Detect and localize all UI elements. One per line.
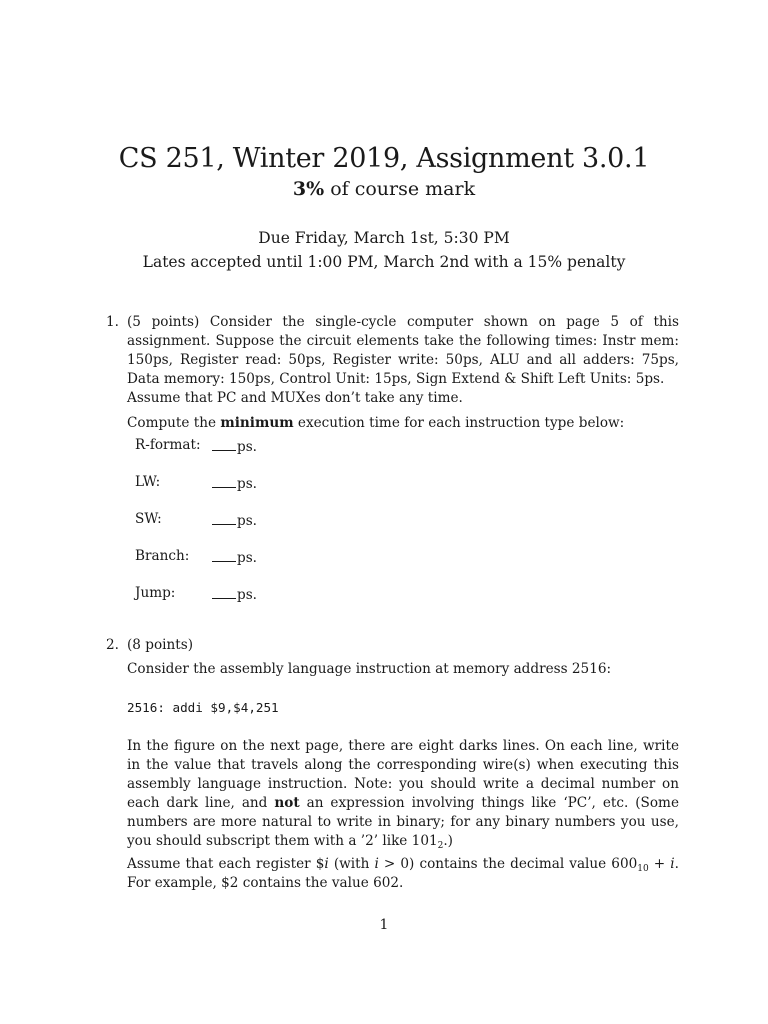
answer-unit: ps. (237, 550, 257, 566)
compute-text-pre: Compute the (127, 415, 221, 431)
figure-text-end: .) (443, 833, 453, 849)
question-2-number: 2. (106, 637, 119, 653)
page-title: CS 251, Winter 2019, Assignment 3.0.1 (118, 143, 650, 174)
answer-label: R-format: (135, 437, 201, 453)
answer-blank[interactable] (212, 548, 257, 566)
figure-instructions-text (127, 737, 679, 851)
question-2-points: (8 points) (127, 637, 194, 653)
page-number: 1 (379, 917, 389, 933)
answer-blank[interactable] (212, 474, 257, 492)
assume-text-5: . For example, $2 contains the value 602. (127, 856, 679, 891)
question-1-compute (127, 414, 679, 433)
question-2-figure-instructions (107, 737, 679, 893)
answer-label: LW: (135, 474, 161, 490)
assume-text-2: (with (328, 856, 375, 872)
answer-unit: ps. (237, 439, 257, 455)
assume-var-i: i (324, 856, 329, 872)
register-assumption-text (127, 855, 679, 893)
answer-blank[interactable] (212, 585, 257, 603)
figure-text-bold: not (274, 795, 300, 811)
question-1-number: 1. (106, 314, 119, 330)
compute-text-post: execution time for each instruction type below: (293, 415, 625, 431)
question-2 (107, 636, 679, 679)
subtitle-text: of course mark (324, 178, 476, 200)
answer-blank[interactable] (212, 511, 257, 529)
answer-unit: ps. (237, 513, 257, 529)
question-1-intro: (5 points) Consider the single-cycle computer shown on page 5 of this assignment. Suppose the circuit elements take the following times: Instr mem: 150ps, Register read: 50ps, Register write: 50ps, ALU and all adders: 75ps, Data memory: 150ps, Control Unit: 15ps, Sign Extend & Shift Left Units: 5ps. (127, 314, 679, 387)
question-1-assume: Assume that PC and MUXes don’t take any time. (127, 390, 463, 406)
answer-blank[interactable] (212, 437, 257, 455)
compute-text-bold: minimum (220, 415, 294, 431)
question-1 (107, 313, 679, 433)
assume-text-3: > 0) contains the decimal value 600 (378, 856, 638, 872)
assume-text-4: + (648, 856, 671, 872)
assume-var-i-3: i (670, 856, 675, 872)
late-policy: Lates accepted until 1:00 PM, March 2nd with a 15% penalty (142, 253, 626, 271)
page-subtitle (0, 178, 768, 200)
assume-var-i-2: i (374, 856, 379, 872)
answer-label: SW: (135, 511, 162, 527)
answer-label: Branch: (135, 548, 190, 564)
answer-label: Jump: (135, 585, 176, 601)
question-2-consider: Consider the assembly language instruction at memory address 2516: (127, 661, 612, 677)
subtitle-percent: 3% (292, 178, 325, 200)
assume-text-1: Assume that each register $ (127, 856, 325, 872)
answer-unit: ps. (237, 476, 257, 492)
answer-unit: ps. (237, 587, 257, 603)
assembly-instruction: 2516: addi $9,$4,251 (127, 700, 279, 715)
figure-text-pre: In the figure on the next page, there are eight darks lines. On each line, write in the value that travels along the corresponding wire(s) when executing this assembly language instruction. Note: you should write a decimal number on each dark line, and (127, 738, 679, 811)
figure-text-post: an expression involving things like ‘PC’, etc. (Some numbers are more natural to write in binary; for any binary numbers you use, you should subscript them with a ’2’ like 101 (127, 795, 679, 849)
binary-subscript: 2 (437, 841, 444, 851)
due-date: Due Friday, March 1st, 5:30 PM (258, 229, 510, 247)
decimal-subscript: 10 (637, 864, 649, 874)
